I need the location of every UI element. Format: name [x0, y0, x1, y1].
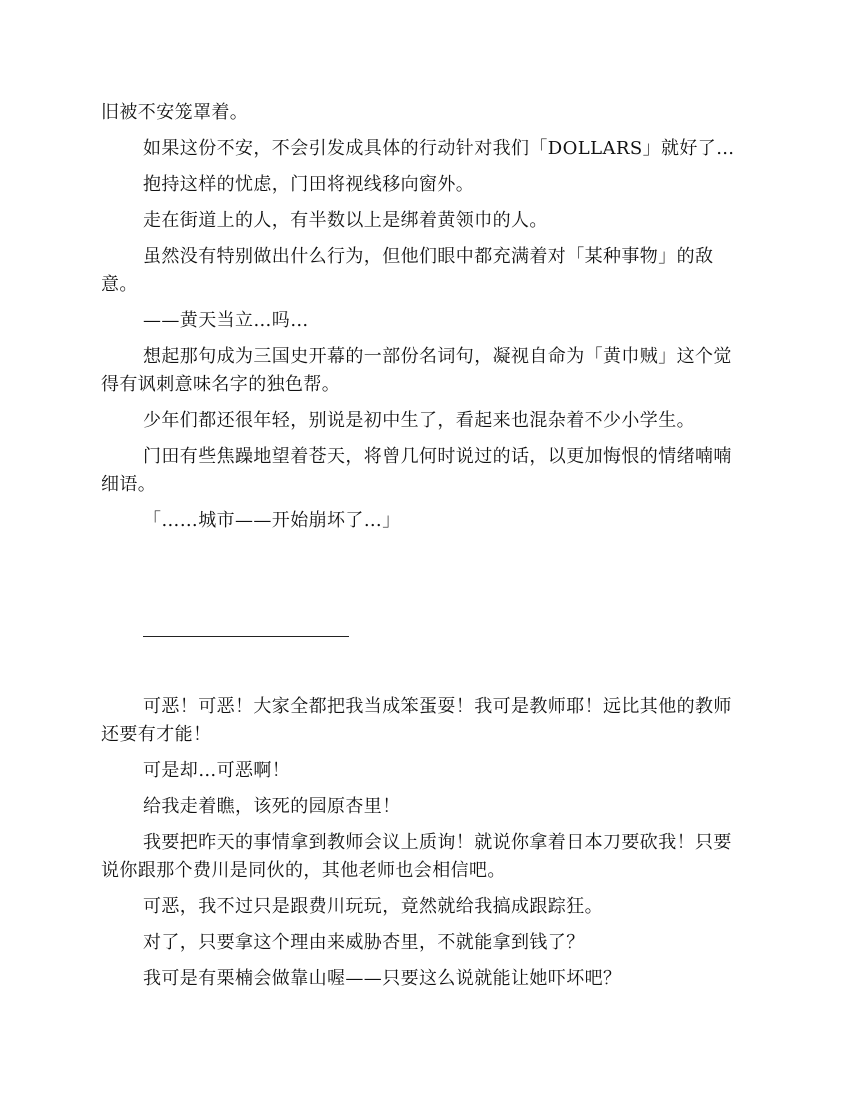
paragraph: 门田有些焦躁地望着苍天，将曾几何时说过的话，以更加悔恨的情绪喃喃细语。: [101, 446, 732, 495]
text-section-a: [101, 99, 749, 543]
paragraph: 虽然没有特别做出什么行为，但他们眼中都充满着对「某种事物」的敌意。: [101, 246, 714, 295]
paragraph: 我要把昨天的事情拿到教师会议上质询！就说你拿着日本刀要砍我！只要说你跟那个费川是同伙的，其他老师也会相信吧。: [101, 832, 732, 881]
paragraph: 可是却…可恶啊！: [143, 760, 291, 781]
section-divider: [143, 636, 349, 637]
paragraph: 「……城市——开始崩坏了…」: [143, 510, 401, 531]
paragraph: 少年们都还很年轻，别说是初中生了，看起来也混杂着不少小学生。: [143, 410, 695, 431]
paragraph: 如果这份不安，不会引发成具体的行动针对我们「DOLLARS」就好了…: [143, 138, 735, 159]
paragraph: 可恶，我不过只是跟费川玩玩，竟然就给我搞成跟踪狂。: [143, 896, 603, 917]
paragraph: 对了，只要拿这个理由来威胁杏里，不就能拿到钱了？: [143, 932, 585, 953]
paragraph: 旧被不安笼罩着。: [101, 102, 249, 123]
paragraph: 抱持这样的忧虑，门田将视线移向窗外。: [143, 174, 475, 195]
paragraph: 可恶！可恶！大家全都把我当成笨蛋耍！我可是教师耶！远比其他的教师还要有才能！: [101, 696, 732, 745]
paragraph: ——黄天当立…吗…: [143, 310, 309, 331]
paragraph: 我可是有栗楠会做靠山喔——只要这么说就能让她吓坏吧？: [143, 968, 622, 989]
paragraph: 想起那句成为三国史开幕的一部份名词句，凝视自命为「黄巾贼」这个觉得有讽刺意味名字的独色帮。: [101, 346, 732, 395]
paragraph: 走在街道上的人，有半数以上是绑着黄领巾的人。: [143, 210, 548, 231]
paragraph: 给我走着瞧，该死的园原杏里！: [143, 796, 401, 817]
text-section-b: [101, 693, 749, 1001]
